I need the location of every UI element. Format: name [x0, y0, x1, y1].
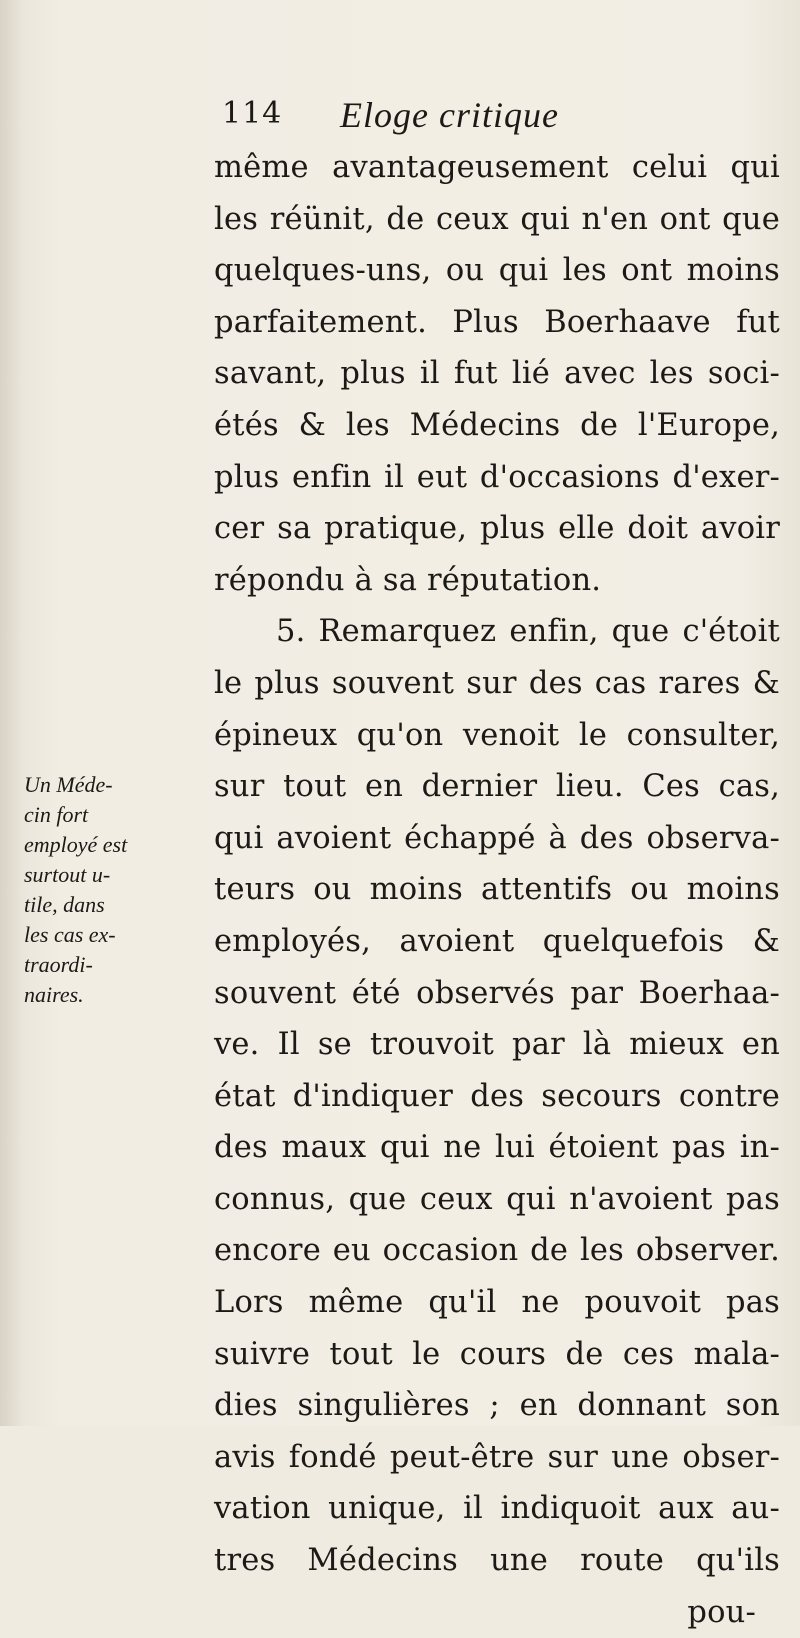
text-line: quelques-uns, ou qui les ont moins — [214, 253, 780, 289]
margin-note-line: tile, dans — [24, 892, 105, 917]
text-line: plus enfin il eut d'occasions d'exer- — [214, 459, 780, 495]
text-line: le plus souvent sur des cas rares & — [214, 665, 780, 701]
text-line: savant, plus il fut lié avec les soci- — [214, 356, 780, 392]
text-line: qui avoient échappé à des observa- — [214, 820, 780, 856]
text-line: connus, que ceux qui n'avoient pas — [214, 1181, 780, 1217]
margin-note-line: cin fort — [24, 802, 89, 827]
text-line: épineux qu'on venoit le consulter, — [214, 717, 780, 753]
margin-note-line: employé est — [24, 832, 128, 857]
text-line: des maux qui ne lui étoient pas in- — [214, 1130, 780, 1166]
text-line: les réünit, de ceux qui n'en ont que — [214, 201, 780, 237]
running-header — [222, 96, 742, 146]
text-line: avis fondé peut-être sur une obser- — [214, 1439, 780, 1475]
running-title: Eloge critique — [340, 95, 559, 135]
text-line: étés & les Médecins de l'Europe, — [214, 407, 780, 443]
paragraph-start-line: 5. Remarquez enfin, que c'étoit — [276, 614, 780, 650]
text-line: sur tout en dernier lieu. Ces cas, — [214, 769, 780, 805]
margin-note-line: naires. — [24, 982, 84, 1007]
marginal-note — [24, 770, 214, 1010]
text-line: parfaitement. Plus Boerhaave fut — [214, 304, 780, 340]
text-line: suivre tout le cours de ces mala- — [214, 1336, 780, 1372]
body-text — [214, 142, 780, 1638]
text-line: ve. Il se trouvoit par là mieux en — [214, 1027, 780, 1063]
catchword: pou- — [687, 1594, 756, 1630]
text-line: employés, avoient quelquefois & — [214, 923, 780, 959]
text-line: teurs ou moins attentifs ou moins — [214, 872, 780, 908]
text-line: souvent été observés par Boerhaa- — [214, 975, 780, 1011]
text-line: tres Médecins une route qu'ils — [214, 1543, 780, 1579]
text-line: état d'indiquer des secours contre — [214, 1078, 780, 1114]
text-line: Lors même qu'il ne pouvoit pas — [214, 1285, 780, 1321]
page-number: 114 — [222, 96, 283, 131]
text-line: même avantageusement celui qui — [214, 150, 780, 185]
text-line: répondu à sa réputation. — [214, 562, 602, 598]
margin-note-line: traordi- — [24, 952, 93, 977]
text-line: encore eu occasion de les observer. — [214, 1233, 780, 1269]
text-line: cer sa pratique, plus elle doit avoir — [214, 511, 780, 547]
text-line: vation unique, il indiquoit aux au- — [214, 1491, 780, 1527]
margin-note-line: Un Méde- — [24, 772, 113, 797]
margin-note-line: les cas ex- — [24, 922, 116, 947]
text-line: dies singulières ; en donnant son — [214, 1388, 780, 1424]
margin-note-line: surtout u- — [24, 862, 111, 887]
page-gutter-shadow — [0, 0, 22, 1426]
